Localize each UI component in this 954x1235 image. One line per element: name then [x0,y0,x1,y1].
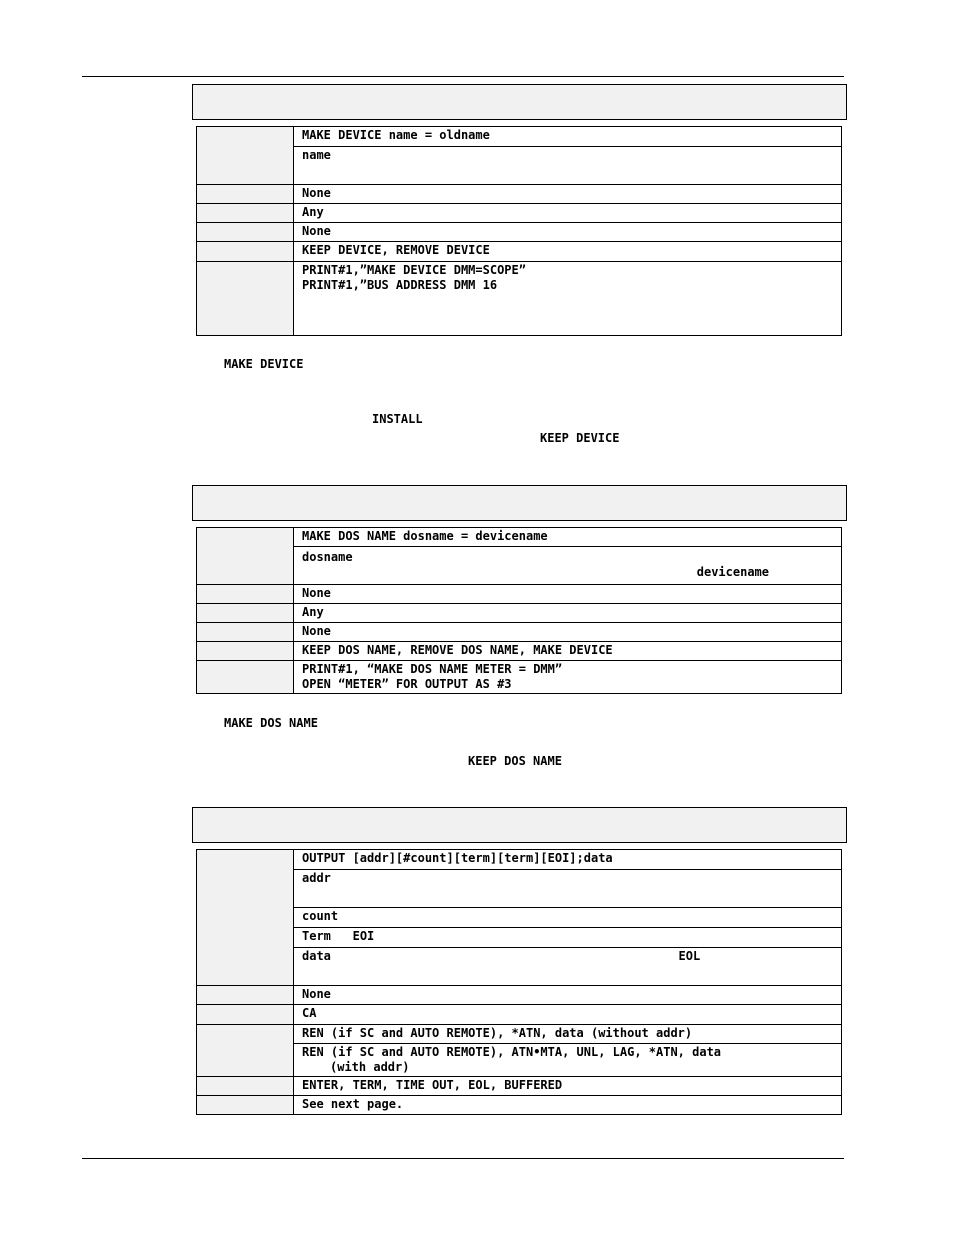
make-device-table [196,126,842,336]
param-cell: name [294,147,842,185]
bus-state-line: (with addr) [330,1060,410,1074]
label-cell [197,604,294,623]
param-cell: count [294,908,842,928]
param-cell [294,928,842,948]
output-table [196,849,842,1115]
make-dos-name-title-bar [192,485,847,521]
label-cell [197,1005,294,1025]
example-cell [294,661,842,694]
value-cell: None [294,585,842,604]
bus-state-cell: REN (if SC and AUTO REMOTE), *ATN, data (without addr) [294,1025,842,1044]
make-device-desc-keep: KEEP DEVICE [540,431,620,445]
label-cell [197,223,294,242]
value-cell: None [294,185,842,204]
bus-state-line: REN (if SC and AUTO REMOTE), ATN•MTA, UNL, LAG, *ATN, data [302,1045,722,1059]
label-cell [197,242,294,262]
make-dos-name-desc-keyword: MAKE DOS NAME [224,716,318,730]
param-ref: devicename [696,565,769,579]
example-line: OPEN “METER” FOR OUTPUT AS #3 [302,677,512,691]
syntax-label-cell [197,850,294,986]
make-device-desc-install: INSTALL [372,412,423,426]
label-cell [197,185,294,204]
label-cell [197,623,294,642]
syntax-cell: MAKE DOS NAME dosname = devicename [294,528,842,547]
make-dos-name-desc-keep: KEEP DOS NAME [468,754,562,768]
output-title-bar [192,807,847,843]
label-cell [197,204,294,223]
syntax-cell: MAKE DEVICE name = oldname [294,127,842,147]
example-cell: See next page. [294,1096,842,1115]
example-label-cell [197,1096,294,1115]
param-eoi: EOI [352,929,375,943]
label-cell [197,642,294,661]
value-cell: None [294,986,842,1005]
see-also-cell: ENTER, TERM, TIME OUT, EOL, BUFFERED [294,1077,842,1096]
example-label-cell [197,262,294,336]
param-name: dosname [302,550,353,564]
label-cell [197,585,294,604]
example-cell [294,262,842,336]
param-eol: EOL [678,949,701,963]
footer-rule [82,1158,844,1159]
example-line: PRINT#1,”BUS ADDRESS DMM 16 [302,278,498,292]
see-also-cell: KEEP DEVICE, REMOVE DEVICE [294,242,842,262]
syntax-cell: OUTPUT [addr][#count][term][term][EOI];data [294,850,842,870]
see-also-cell: KEEP DOS NAME, REMOVE DOS NAME, MAKE DEVICE [294,642,842,661]
example-line: PRINT#1, “MAKE DOS NAME METER = DMM” [302,662,563,676]
make-device-desc-keyword: MAKE DEVICE [224,357,304,371]
label-cell [197,986,294,1005]
value-cell: None [294,223,842,242]
bus-states-label-cell [197,1025,294,1077]
example-label-cell [197,661,294,694]
value-cell: CA [294,1005,842,1025]
syntax-label-cell [197,528,294,585]
bus-state-cell [294,1044,842,1077]
label-cell [197,1077,294,1096]
param-cell [294,948,842,986]
make-device-title-bar [192,84,847,120]
header-rule [82,76,844,77]
param-cell: addr [294,870,842,908]
param-term: Term [302,929,331,943]
value-cell: None [294,623,842,642]
param-data: data [302,949,331,963]
value-cell: Any [294,204,842,223]
value-cell: Any [294,604,842,623]
param-cell [294,547,842,585]
make-dos-name-table [196,527,842,694]
example-line: PRINT#1,”MAKE DEVICE DMM=SCOPE” [302,263,526,277]
syntax-label-cell [197,127,294,185]
